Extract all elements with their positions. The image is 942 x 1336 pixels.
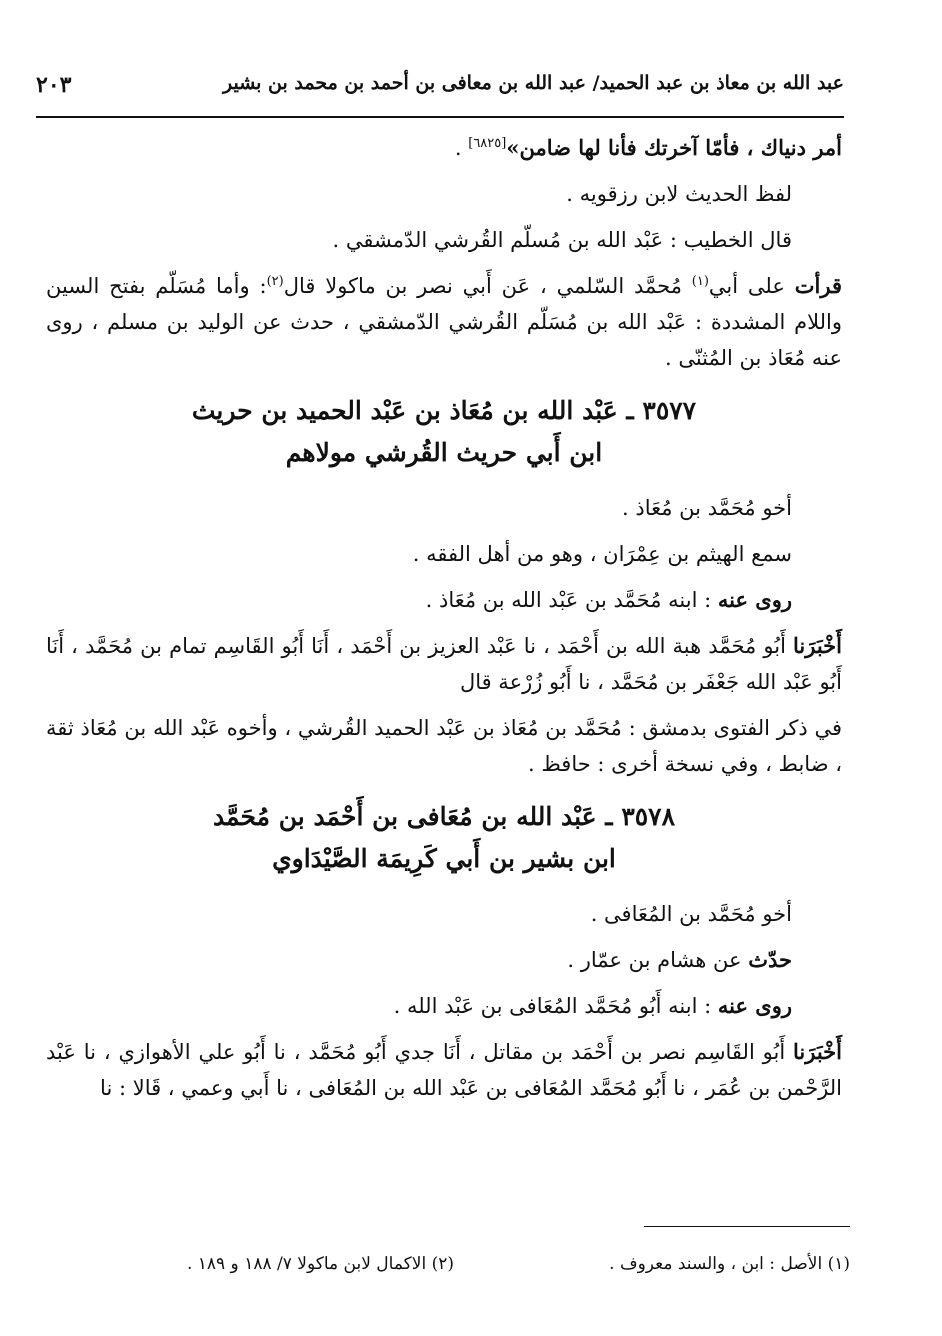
keyword-rawa: روى عنه <box>717 993 792 1018</box>
keyword-haddatha: حدّث <box>748 947 792 972</box>
keyword-rawa: روى عنه <box>717 587 792 612</box>
hadith-tail: . <box>454 136 469 160</box>
header-rule <box>36 116 844 118</box>
footnote-2: (٢) الاكمال لابن ماكولا ٧/ ١٨٨ و ١٨٩ . <box>186 1254 454 1274</box>
entry2-narrated <box>46 942 842 978</box>
reading-part-c: : وأما مُسَلّم بفتح السين واللام المشددة : عَبْد الله بن مُسَلّم القُرشي الدّمشقي ، حدث عن الوليد بن مسلم ، روى عنه مُعَاذ بن المُثنّى . <box>46 274 842 370</box>
hadith-text: أمر دنياك ، فأمّا آخرتك فأنا لها ضامن» <box>506 135 842 160</box>
entry-heading-3577-line1: ٣٥٧٧ ـ عَبْد الله بن مُعَاذ بن عَبْد الحميد بن حريث <box>191 396 697 425</box>
paragraph-reading <box>46 268 842 376</box>
entry-heading-3578 <box>46 796 842 880</box>
paragraph-hadith-end <box>46 130 842 166</box>
entry1-brother: أخو مُحَمَّد بن مُعَاذ . <box>622 496 792 520</box>
entry2-narrated-text: عن هشام بن عمّار . <box>567 948 749 972</box>
entry-heading-3577-line2: ابن أَبي حريث القُرشي مولاهم <box>285 438 603 467</box>
entry-heading-3578-line2: ابن بشير بن أَبي كَرِيمَة الصَّيْدَاوي <box>272 844 616 873</box>
footnote-rule <box>644 1226 850 1227</box>
running-title: عبد الله بن معاذ بن عبد الحميد/ عبد الله بن معافى بن أحمد بن محمد بن بشير <box>222 72 844 94</box>
footnote-marker-2: (٢) <box>266 274 284 289</box>
paragraph-wording: لفظ الحديث لابن رزقويه . <box>566 182 792 206</box>
entry2-brother: أخو مُحَمَّد بن المُعَافى . <box>590 902 792 926</box>
entry2-narrators-text: : ابنه أَبُو مُحَمَّد المُعَافى بن عَبْد الله . <box>393 994 718 1018</box>
entry2-isnad-text: أَبُو القَاسِم نصر بن أَحْمَد بن مقاتل ، أَنَا جدي أَبُو مُحَمَّد ، نا أَبُو علي الأهوازي ، نا عَبْد الرَّحْمن بن عُمَر ، نا أَبُو مُحَمَّد المُعَافى بن عَبْد الله بن المُعَافى ، نا أَبي وعمي ، قَالا : نا <box>46 1040 842 1100</box>
main-text <box>46 130 842 1116</box>
keyword-akhbarana: أَخْبَرَنا <box>793 633 842 658</box>
reading-part-b: مُحمَّد السّلمي ، عَن أَبي نصر بن ماكولا قال <box>283 274 692 298</box>
entry1-narrators-text: : ابنه مُحَمَّد بن عَبْد الله بن مُعَاذ . <box>425 588 718 612</box>
entry-heading-3578-line1: ٣٥٧٨ ـ عَبْد الله بن مُعَافى بن أَحْمَد بن مُحَمَّد <box>212 802 676 831</box>
paragraph-khatib: قال الخطيب : عَبْد الله بن مُسلّم القُرشي الدّمشقي . <box>332 228 792 252</box>
entry1-narrators <box>46 582 842 618</box>
running-header <box>36 66 844 112</box>
entry-heading-3577 <box>46 390 842 474</box>
footnote-1: (١) الأصل : ابن ، والسند معروف . <box>609 1254 850 1274</box>
hadith-reference: [٦٨٢٥] <box>468 136 507 151</box>
entry1-heard: سمع الهيثم بن عِمْرَان ، وهو من أهل الفقه . <box>412 542 792 566</box>
reading-part-a: على أبي <box>708 274 795 298</box>
entry1-fatwa: في ذكر الفتوى بدمشق : مُحَمَّد بن مُعَاذ بن عَبْد الحميد القُرشي ، وأخوه عَبْد الله بن مُعَاذ ثقة ، ضابط ، وفي نسخة أخرى : حافظ . <box>46 716 842 776</box>
entry2-isnad <box>46 1034 842 1106</box>
footnote-marker-1: (١) <box>691 274 709 289</box>
entry1-isnad <box>46 628 842 700</box>
entry2-narrators <box>46 988 842 1024</box>
page-number: ٢٠٣ <box>36 72 72 98</box>
keyword-akhbarana: أَخْبَرَنا <box>793 1039 842 1064</box>
entry1-isnad-text: أَبُو مُحَمَّد هبة الله بن أَحْمَد ، نا عَبْد العزيز بن أَحْمَد ، أَنَا أَبُو القَاسِم تمام بن مُحَمَّد ، أَنَا أَبُو عَبْد الله جَعْفَر بن مُحَمَّد ، نا أَبُو زُرْعة قال <box>46 634 842 694</box>
keyword-qarat: قرأت <box>794 273 842 298</box>
